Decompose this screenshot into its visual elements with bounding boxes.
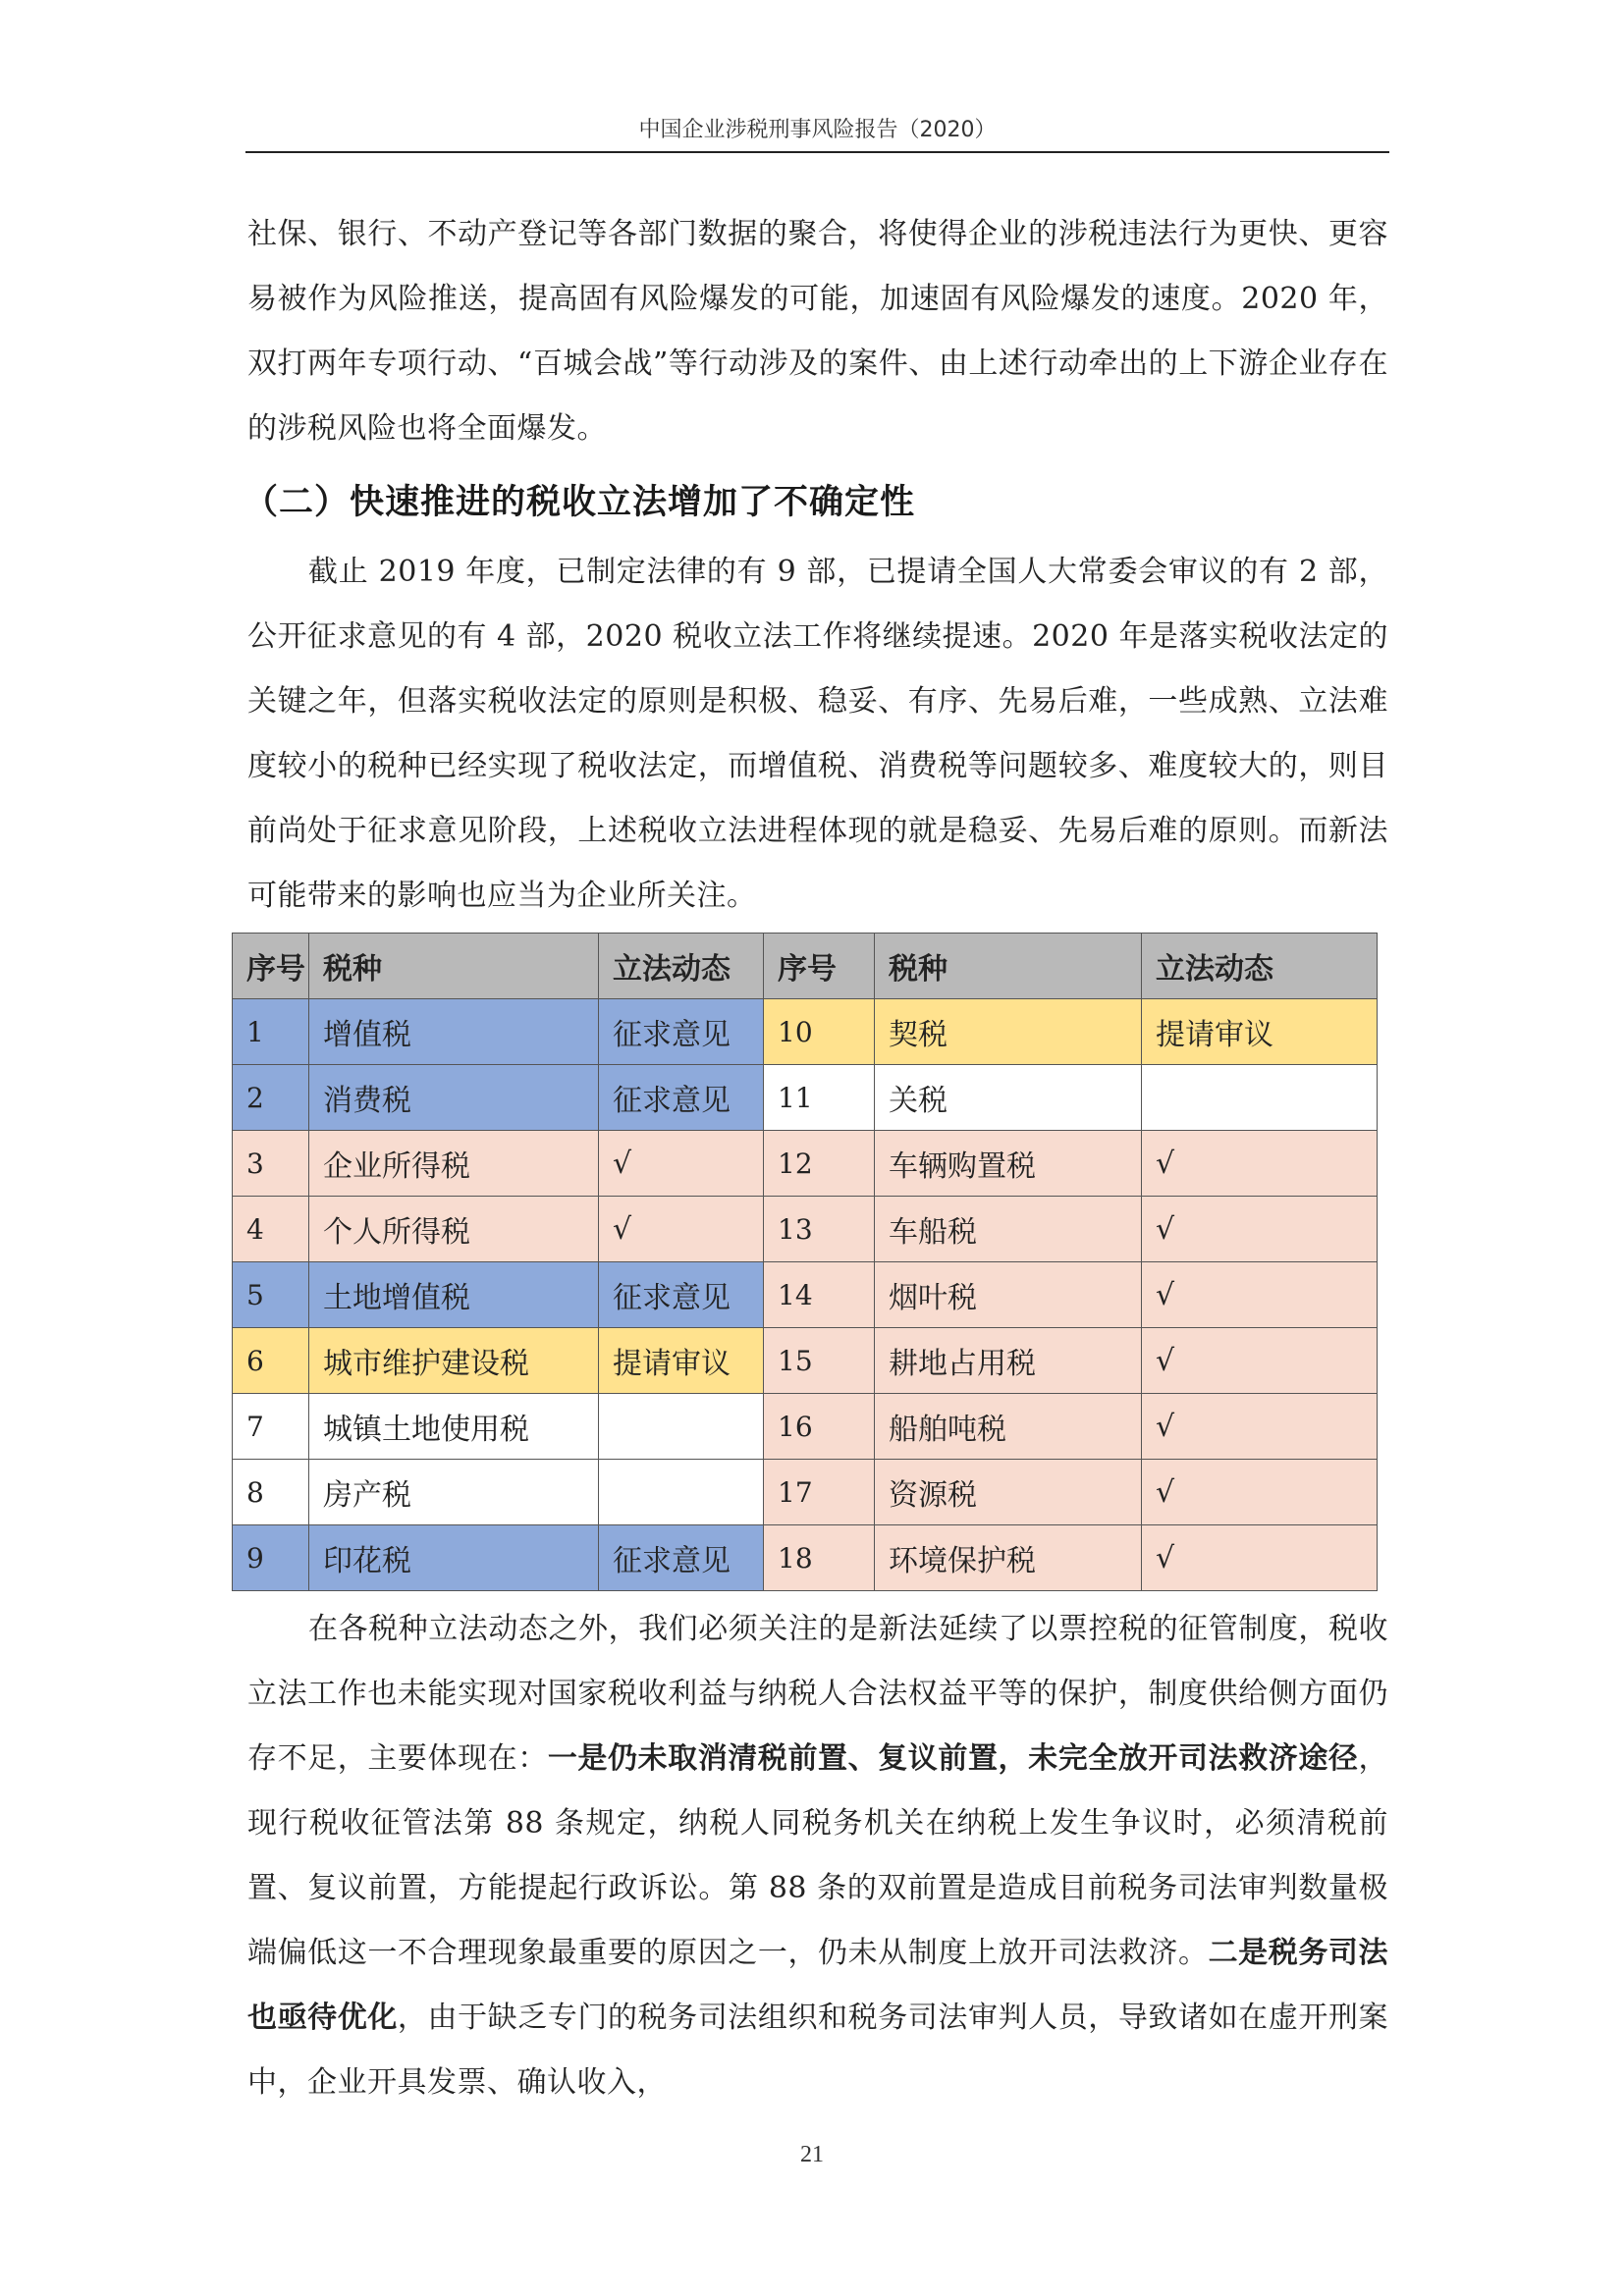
- cell-seq-right: 14: [764, 1262, 875, 1328]
- cell-tax-left: 房产税: [309, 1460, 599, 1525]
- cell-seq-left: 6: [233, 1328, 309, 1394]
- table-body: [233, 999, 1378, 1591]
- cell-status-left: 征求意见: [599, 1262, 764, 1328]
- cell-tax-left: 消费税: [309, 1065, 599, 1131]
- cell-status-right: 提请审议: [1142, 999, 1378, 1065]
- cell-tax-right: 契税: [875, 999, 1142, 1065]
- paragraph-3-bold-point-2: 二是税务司法也亟待优化: [247, 1936, 1388, 2035]
- paragraph-3-text-a: 在各税种立法动态之外，我们必须关注的是新法延续了以票控税的征管制度，税收立法工作也未能实现对国家税收利益与纳税人合法权益平等的保护，制度供给侧方面仍存不足，主要体现在：: [247, 1612, 1388, 1776]
- page-number: 21: [800, 2142, 824, 2167]
- cell-seq-left: 2: [233, 1065, 309, 1131]
- cell-status-left: √: [599, 1197, 764, 1262]
- cell-tax-right: 耕地占用税: [875, 1328, 1142, 1394]
- cell-status-left: 征求意见: [599, 1525, 764, 1591]
- header-cell-status-left: 立法动态: [599, 934, 764, 999]
- cell-status-left: [599, 1394, 764, 1460]
- cell-tax-left: 增值税: [309, 999, 599, 1065]
- cell-status-left: 提请审议: [599, 1328, 764, 1394]
- table-row: [233, 1262, 1378, 1328]
- header-cell-seq-left: 序号: [233, 934, 309, 999]
- header-cell-tax-left: 税种: [309, 934, 599, 999]
- cell-status-right: √: [1142, 1394, 1378, 1460]
- table-row: [233, 1328, 1378, 1394]
- paragraph-3-text-c: ，现行税收征管法第 88 条规定，纳税人同税务机关在纳税上发生争议时，必须清税前置、复议前置，方能提起行政诉讼。第 88 条的双前置是造成目前税务司法审判数量极端偏低这一不合理现象最重要的原因之一，仍未从制度上放开司法救济。: [247, 1741, 1389, 1970]
- cell-status-left: 征求意见: [599, 1065, 764, 1131]
- cell-seq-right: 18: [764, 1525, 875, 1591]
- header-cell-tax-right: 税种: [875, 934, 1142, 999]
- cell-seq-left: 1: [233, 999, 309, 1065]
- cell-status-right: [1142, 1065, 1378, 1131]
- table-header-row: [233, 934, 1378, 999]
- table-row: [233, 1197, 1378, 1262]
- cell-tax-right: 环境保护税: [875, 1525, 1142, 1591]
- cell-status-right: √: [1142, 1131, 1378, 1197]
- paragraph-2: 截止 2019 年度，已制定法律的有 9 部，已提请全国人大常委会审议的有 2 部，公开征求意见的有 4 部，2020 税收立法工作将继续提速。2020 年是落实税收法定的关键之年，但落实税收法定的原则是积极、稳妥、有序、先易后难，一些成熟、立法难度较小的税种已经实现了税收法定，而增值税、消费税等问题较多、难度较大的，则目前尚处于征求意见阶段，上述税收立法进程体现的就是稳妥、先易后难的原则。而新法可能带来的影响也应当为企业所关注。: [247, 555, 1388, 913]
- cell-status-right: √: [1142, 1328, 1378, 1394]
- paragraph-3-bold-point-1: 一是仍未取消清税前置、复议前置，未完全放开司法救济途径: [547, 1741, 1359, 1776]
- cell-seq-left: 4: [233, 1197, 309, 1262]
- cell-seq-right: 10: [764, 999, 875, 1065]
- table-row: [233, 1394, 1378, 1460]
- cell-seq-right: 16: [764, 1394, 875, 1460]
- tax-legislation-table: [232, 933, 1378, 1591]
- cell-seq-left: 7: [233, 1394, 309, 1460]
- cell-status-right: √: [1142, 1197, 1378, 1262]
- header-title: 中国企业涉税刑事风险报告（2020）: [638, 118, 997, 142]
- document-body: [244, 202, 1389, 2115]
- cell-tax-left: 个人所得税: [309, 1197, 599, 1262]
- cell-tax-right: 船舶吨税: [875, 1394, 1142, 1460]
- cell-seq-left: 9: [233, 1525, 309, 1591]
- table-row: [233, 1065, 1378, 1131]
- cell-status-left: 征求意见: [599, 999, 764, 1065]
- cell-tax-left: 印花税: [309, 1525, 599, 1591]
- cell-status-right: √: [1142, 1460, 1378, 1525]
- cell-status-right: √: [1142, 1262, 1378, 1328]
- paragraph-3-text-e: ，由于缺乏专门的税务司法组织和税务司法审判人员，导致诸如在虚开刑案中，企业开具发票、确认收入，: [247, 2001, 1388, 2100]
- cell-seq-right: 13: [764, 1197, 875, 1262]
- cell-tax-right: 资源税: [875, 1460, 1142, 1525]
- cell-tax-left: 企业所得税: [309, 1131, 599, 1197]
- cell-tax-left: 土地增值税: [309, 1262, 599, 1328]
- cell-seq-right: 15: [764, 1328, 875, 1394]
- header-cell-status-right: 立法动态: [1142, 934, 1378, 999]
- table-row: [233, 999, 1378, 1065]
- cell-status-right: √: [1142, 1525, 1378, 1591]
- cell-seq-right: 12: [764, 1131, 875, 1197]
- cell-seq-right: 17: [764, 1460, 875, 1525]
- cell-seq-left: 8: [233, 1460, 309, 1525]
- cell-tax-left: 城镇土地使用税: [309, 1394, 599, 1460]
- cell-tax-right: 车船税: [875, 1197, 1142, 1262]
- cell-status-left: √: [599, 1131, 764, 1197]
- table-row: [233, 1460, 1378, 1525]
- paragraph-3: [247, 1597, 1388, 2115]
- table-row: [233, 1131, 1378, 1197]
- table-row: [233, 1525, 1378, 1591]
- header-cell-seq-right: 序号: [764, 934, 875, 999]
- cell-seq-right: 11: [764, 1065, 875, 1131]
- page-header: [245, 110, 1389, 153]
- cell-seq-left: 3: [233, 1131, 309, 1197]
- cell-seq-left: 5: [233, 1262, 309, 1328]
- cell-tax-right: 烟叶税: [875, 1262, 1142, 1328]
- cell-status-left: [599, 1460, 764, 1525]
- cell-tax-left: 城市维护建设税: [309, 1328, 599, 1394]
- cell-tax-right: 车辆购置税: [875, 1131, 1142, 1197]
- section-heading: （二）快速推进的税收立法增加了不确定性: [244, 483, 916, 522]
- paragraph-1: 社保、银行、不动产登记等各部门数据的聚合，将使得企业的涉税违法行为更快、更容易被作为风险推送，提高固有风险爆发的可能，加速固有风险爆发的速度。2020 年，双打两年专项行动、“百城会战”等行动涉及的案件、由上述行动牵出的上下游企业存在的涉税风险也将全面爆发。: [247, 217, 1388, 446]
- cell-tax-right: 关税: [875, 1065, 1142, 1131]
